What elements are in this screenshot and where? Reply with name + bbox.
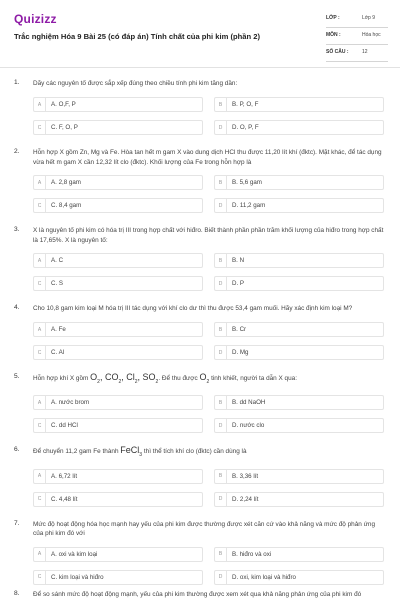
- question-2: [0, 148, 400, 213]
- option-letter: B: [215, 470, 227, 483]
- option-letter: C: [34, 419, 46, 432]
- option-letter: B: [215, 548, 227, 561]
- meta-value: Lớp 9: [362, 15, 376, 21]
- option-letter: D: [215, 346, 227, 359]
- question-text-part: Để chuyển 11,2 gam Fe thành: [33, 448, 119, 456]
- option-d[interactable]: [214, 345, 384, 360]
- option-text: B. 5,6 gam: [232, 179, 262, 186]
- option-letter: C: [34, 346, 46, 359]
- option-c[interactable]: [33, 198, 203, 213]
- option-d[interactable]: [214, 570, 384, 585]
- question-text: Hỗn hợp X gồm Zn, Mg và Fe. Hòa tan hết m gam X vào dung dịch HCl thu được 11,20 lít khí (đktc). Mặt khác, để tác dụng vừa hết m gam X cần 12,32 lít clo (đktc). Khối lượng của Fe trong hỗn hợp là: [33, 149, 382, 166]
- option-letter: C: [34, 199, 46, 212]
- question-number: 8.: [14, 590, 20, 597]
- option-letter: C: [34, 121, 46, 134]
- option-a[interactable]: [33, 97, 203, 112]
- option-text: A. Fe: [51, 326, 66, 333]
- option-text: A. C: [51, 257, 64, 264]
- option-c[interactable]: [33, 492, 203, 507]
- option-a[interactable]: [33, 253, 203, 268]
- option-text: B. P, O, F: [232, 101, 259, 108]
- question-text-part: tinh khiết, người ta dẫn X qua:: [211, 375, 297, 382]
- meta-label: MÔN :: [326, 32, 341, 38]
- option-letter: A: [34, 470, 46, 483]
- option-a[interactable]: [33, 322, 203, 337]
- option-text: A. oxi và kim loại: [51, 550, 98, 558]
- option-text: D. P: [232, 280, 245, 287]
- option-c[interactable]: [33, 418, 203, 433]
- question-7: [0, 520, 400, 585]
- option-letter: A: [34, 176, 46, 189]
- option-text: C. 4,48 lít: [51, 495, 78, 503]
- option-c[interactable]: [33, 276, 203, 291]
- question-text: Dãy các nguyên tố được sắp xếp đúng theo chiều tính phi kim tăng dần:: [33, 80, 238, 87]
- question-number: 4.: [14, 304, 20, 311]
- option-letter: A: [34, 254, 46, 267]
- option-text: B. hiđro và oxi: [232, 550, 272, 558]
- question-text-part: thì thể tích khí clo (đktc) cần dùng là: [143, 448, 247, 456]
- option-c[interactable]: [33, 345, 203, 360]
- option-text: B. dd NaOH: [232, 399, 266, 407]
- option-letter: A: [34, 323, 46, 336]
- option-b[interactable]: [214, 253, 384, 268]
- question-text: Hỗn hợp khí X gồm $O_2$, $CO_2$, $Cl_2$, $SO_2$. Để thu được $O_2$ tinh khiết, người ta dẫn X qua:: [33, 372, 297, 385]
- option-text: C. kim loại và hiđro: [51, 573, 104, 581]
- option-letter: C: [34, 571, 46, 584]
- option-letter: B: [215, 323, 227, 336]
- option-text: B. Cr: [232, 326, 247, 333]
- question-6: [0, 446, 400, 506]
- answer-options: [33, 97, 385, 135]
- option-text: C. S: [51, 280, 64, 287]
- option-text: D. 11,2 gam: [232, 202, 266, 209]
- option-b[interactable]: [214, 547, 384, 562]
- option-letter: D: [215, 199, 227, 212]
- question-number: 2.: [14, 148, 20, 155]
- chem-formula: $O_2$, $CO_2$, $Cl_2$, $SO_2$: [90, 372, 159, 385]
- option-letter: C: [34, 277, 46, 290]
- meta-table: [326, 13, 388, 64]
- option-letter: D: [215, 419, 227, 432]
- chem-formula: $O_2$: [199, 372, 210, 385]
- option-a[interactable]: [33, 395, 203, 410]
- option-c[interactable]: [33, 120, 203, 135]
- option-text: B. 3,36 lít: [232, 472, 259, 480]
- option-letter: A: [34, 548, 46, 561]
- option-text: A. 2,8 gam: [51, 179, 81, 186]
- option-b[interactable]: [214, 175, 384, 190]
- question-text: X là nguyên tố phi kim có hóa trị III trong hợp chất với hiđro. Biết thành phần phần trăm khối lượng của hiđro trong hợp chất là 17,65%. X là nguyên tố:: [33, 227, 384, 244]
- question-number: 5.: [14, 373, 20, 380]
- option-d[interactable]: [214, 276, 384, 291]
- option-letter: D: [215, 571, 227, 584]
- question-text: [33, 446, 385, 460]
- question-number: 6.: [14, 446, 20, 454]
- option-d[interactable]: [214, 120, 384, 135]
- answer-options: [33, 253, 385, 291]
- option-letter: A: [34, 396, 46, 409]
- option-a[interactable]: [33, 469, 203, 484]
- header-divider: [0, 67, 400, 68]
- option-a[interactable]: [33, 175, 203, 190]
- meta-row-grade: [326, 13, 388, 28]
- option-text: B. N: [232, 257, 245, 264]
- option-text: A. nước brom: [51, 399, 90, 407]
- question-3: [0, 226, 400, 291]
- chem-formula: FeCl$_3$: [120, 445, 143, 459]
- meta-value: Hóa học: [362, 32, 381, 38]
- question-1: [0, 79, 400, 135]
- meta-value: 12: [362, 49, 368, 55]
- option-letter: B: [215, 176, 227, 189]
- option-letter: B: [215, 254, 227, 267]
- question-text-cut: Để so sánh mức độ hoạt động mạnh, yếu của phi kim thường được xem xét qua khả năng phản ứng của phi kim đó: [33, 591, 362, 598]
- option-letter: C: [34, 493, 46, 506]
- answer-options: [33, 175, 385, 213]
- option-a[interactable]: [33, 547, 203, 562]
- option-b[interactable]: [214, 97, 384, 112]
- meta-row-count: [326, 47, 388, 62]
- question-number: 3.: [14, 226, 20, 233]
- question-text: Cho 10,8 gam kim loại M hóa trị III tác dụng với khí clo dư thì thu được 53,4 gam muối. Hãy xác định kim loại M?: [33, 305, 353, 312]
- option-letter: B: [215, 98, 227, 111]
- option-letter: D: [215, 277, 227, 290]
- option-text: C. 8,4 gam: [51, 202, 82, 209]
- option-text: D. Mg: [232, 349, 249, 356]
- question-5: [0, 373, 400, 433]
- option-text: A. O,F, P: [51, 101, 76, 108]
- question-list: [0, 79, 400, 598]
- option-letter: A: [34, 98, 46, 111]
- option-letter: D: [215, 493, 227, 506]
- option-letter: D: [215, 121, 227, 134]
- option-text: D. nước clo: [232, 422, 265, 430]
- answer-options: [33, 469, 385, 507]
- option-c[interactable]: [33, 570, 203, 585]
- option-text: C. F, O, P: [51, 124, 78, 131]
- option-text: A. 6,72 lít: [51, 472, 78, 480]
- option-text: C. dd HCl: [51, 422, 78, 430]
- option-b[interactable]: [214, 469, 384, 484]
- quizizz-logo: Quizizz: [14, 12, 57, 26]
- option-d[interactable]: [214, 418, 384, 433]
- page-title: Trắc nghiệm Hóa 9 Bài 25 (có đáp án) Tính chất của phi kim (phần 2): [14, 32, 260, 41]
- option-letter: B: [215, 396, 227, 409]
- answer-options: [33, 322, 385, 360]
- answer-options: [33, 547, 385, 585]
- meta-label: SỐ CÂU :: [326, 49, 349, 55]
- option-b[interactable]: [214, 395, 384, 410]
- question-text: Mức độ hoạt động hóa học mạnh hay yếu của phi kim được thường được xét căn cứ vào khả năng và mức độ phản ứng của phi kim đó với: [33, 520, 376, 538]
- question-number: 1.: [14, 79, 20, 86]
- option-d[interactable]: [214, 198, 384, 213]
- answer-options: [33, 395, 385, 433]
- question-text-part: Hỗn hợp khí X gồm: [33, 375, 89, 382]
- question-text-part: Để thu được: [161, 375, 198, 382]
- option-text: D. O, P, F: [232, 124, 259, 131]
- question-4: [0, 304, 400, 360]
- option-text: D. oxi, kim loại và hiđro: [232, 573, 296, 581]
- option-text: C. Al: [51, 349, 65, 356]
- option-b[interactable]: [214, 322, 384, 337]
- meta-label: LỚP :: [326, 15, 340, 21]
- question-number: 7.: [14, 519, 20, 527]
- header: [0, 0, 400, 78]
- option-text: D. 2,24 lít: [232, 495, 259, 503]
- option-d[interactable]: [214, 492, 384, 507]
- meta-row-subject: [326, 30, 388, 45]
